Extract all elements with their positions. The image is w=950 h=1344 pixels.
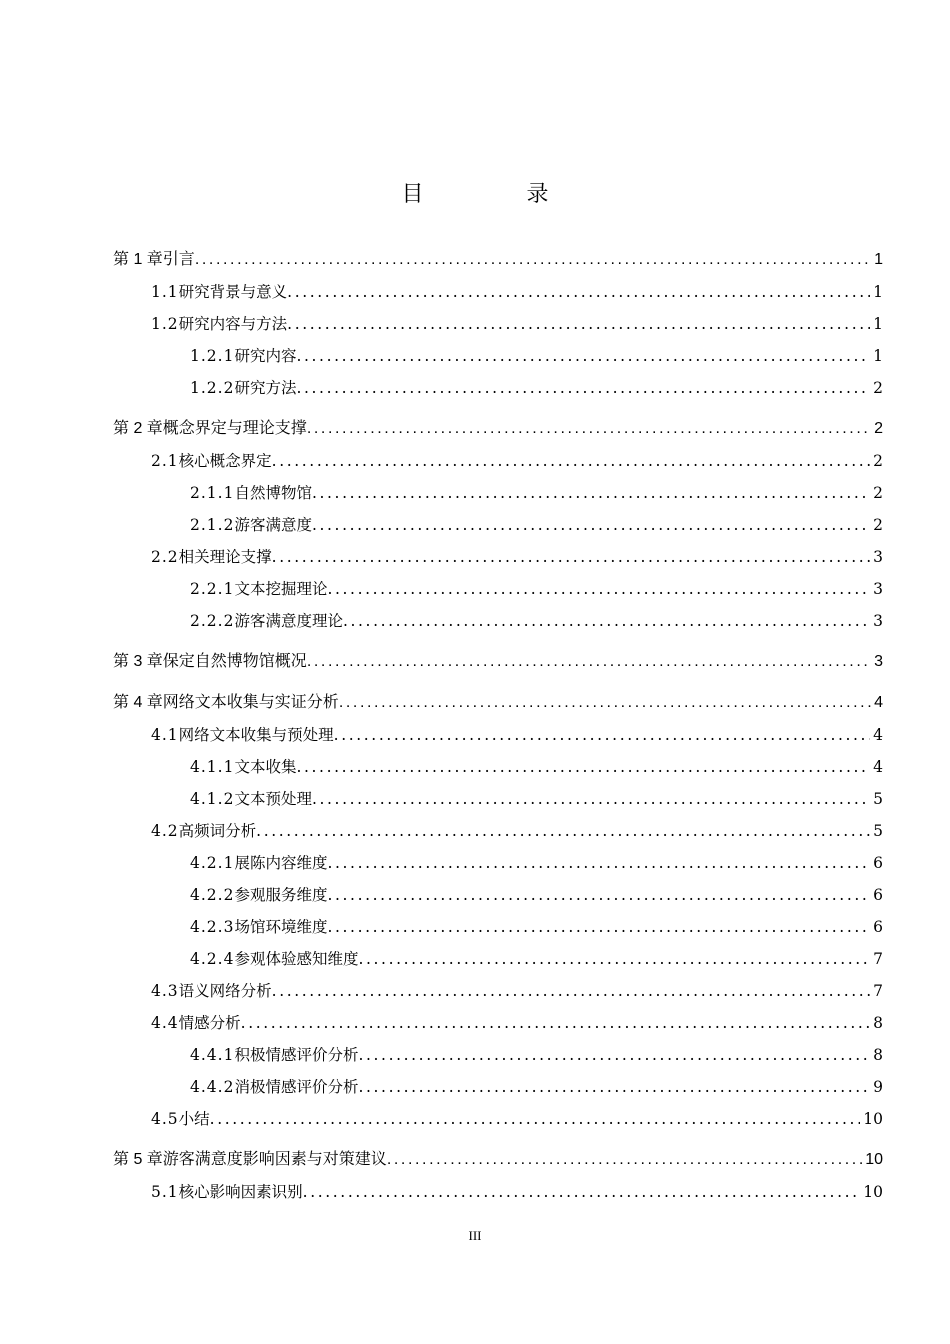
toc-dot-leader: [339, 690, 871, 716]
toc-entry-title: 保定自然博物馆概况: [162, 653, 307, 670]
toc-entry-page-number: 2: [873, 379, 883, 397]
toc-entry-page-number: 1: [874, 251, 883, 268]
toc-section-entry[interactable]: [151, 1010, 883, 1036]
toc-subsection-entry[interactable]: [190, 343, 883, 369]
toc-entry-title: 相关理论支撑: [178, 548, 272, 566]
toc-subsection-entry[interactable]: [190, 576, 883, 602]
toc-entry-title: 高频词分析: [178, 822, 257, 840]
toc-subsection-entry[interactable]: [190, 480, 883, 506]
toc-entry-number: 2.2.2: [190, 612, 235, 630]
toc-section-entry[interactable]: [151, 279, 883, 305]
toc-entry-page-number: 1: [873, 347, 883, 365]
toc-entry-number: 2.1.1: [190, 484, 235, 502]
toc-entry-page-number: 7: [873, 950, 883, 968]
toc-subsection-entry[interactable]: [190, 754, 883, 780]
page-title: 目 录: [401, 182, 597, 207]
toc-entry-page-number: 3: [873, 580, 883, 598]
toc-chapter-entry[interactable]: [113, 247, 883, 273]
toc-dot-leader: [312, 512, 870, 538]
toc-subsection-entry[interactable]: [190, 850, 883, 876]
toc-dot-leader: [358, 946, 870, 972]
toc-entry-number: 第 4 章: [113, 694, 163, 711]
toc-entry-title: 概念界定与理论支撑: [162, 420, 307, 437]
toc-entry-title: 积极情感评价分析: [234, 1046, 359, 1064]
toc-entry-number: 1.2.2: [190, 379, 235, 397]
toc-chapter-entry[interactable]: [113, 690, 883, 716]
toc-entry-title: 研究内容: [234, 347, 297, 365]
toc-dot-leader: [327, 914, 870, 940]
toc-entry-page-number: 2: [873, 516, 883, 534]
toc-subsection-entry[interactable]: [190, 786, 883, 812]
toc-entry-page-number: 1: [873, 315, 883, 333]
toc-entry-page-number: 9: [873, 1078, 883, 1096]
toc-dot-leader: [195, 247, 871, 273]
toc-dot-leader: [307, 416, 871, 442]
toc-entry-page-number: 7: [873, 982, 883, 1000]
toc-dot-leader: [343, 608, 870, 634]
toc-section-entry[interactable]: [151, 448, 883, 474]
toc-entry-page-number: 10: [863, 1183, 883, 1201]
toc-entry-title: 语义网络分析: [178, 982, 272, 1000]
toc-chapter-entry[interactable]: [113, 416, 883, 442]
toc-entry-page-number: 2: [873, 452, 883, 470]
toc-entry-number: 4.4: [151, 1014, 179, 1032]
toc-subsection-entry[interactable]: [190, 375, 883, 401]
toc-subsection-entry[interactable]: [190, 914, 883, 940]
toc-dot-leader: [334, 722, 870, 748]
toc-entry-page-number: 3: [873, 612, 883, 630]
toc-dot-leader: [387, 1147, 862, 1173]
toc-dot-leader: [272, 978, 870, 1004]
toc-subsection-entry[interactable]: [190, 1042, 883, 1068]
toc-entry-title: 网络文本收集与预处理: [178, 726, 334, 744]
toc-entry-number: 4.2.4: [190, 950, 235, 968]
toc-dot-leader: [358, 1074, 870, 1100]
toc-entry-page-number: 5: [873, 790, 883, 808]
toc-dot-leader: [296, 375, 870, 401]
toc-entry-title: 自然博物馆: [234, 484, 312, 502]
toc-subsection-entry[interactable]: [190, 882, 883, 908]
toc-entry-title: 情感分析: [178, 1014, 241, 1032]
toc-entry-title: 核心概念界定: [178, 452, 272, 470]
toc-entry-page-number: 1: [873, 283, 883, 301]
toc-entry-number: 4.1: [151, 726, 179, 744]
toc-dot-leader: [272, 448, 870, 474]
toc-entry-page-number: 3: [874, 653, 883, 670]
toc-subsection-entry[interactable]: [190, 1074, 883, 1100]
page-number: III: [468, 1228, 482, 1243]
toc-entry-number: 1.1: [151, 283, 179, 301]
toc-entry-page-number: 6: [873, 918, 883, 936]
toc-dot-leader: [327, 850, 870, 876]
toc-dot-leader: [296, 754, 870, 780]
toc-entry-title: 网络文本收集与实证分析: [162, 694, 339, 711]
toc-section-entry[interactable]: [151, 1106, 883, 1132]
toc-entry-title: 核心影响因素识别: [178, 1183, 303, 1201]
toc-entry-title: 参观体验感知维度: [234, 950, 359, 968]
toc-entry-title: 文本预处理: [234, 790, 312, 808]
toc-entry-title: 研究背景与意义: [178, 283, 288, 301]
toc-entry-title: 游客满意度影响因素与对策建议: [162, 1151, 387, 1168]
toc-entry-page-number: 6: [873, 854, 883, 872]
toc-dot-leader: [327, 576, 870, 602]
toc-entry-number: 4.1.2: [190, 790, 235, 808]
toc-section-entry[interactable]: [151, 1179, 883, 1205]
toc-dot-leader: [272, 544, 870, 570]
toc-entry-number: 4.5: [151, 1110, 179, 1128]
toc-entry-title: 场馆环境维度: [234, 918, 328, 936]
toc-entry-title: 引言: [162, 251, 195, 268]
toc-entry-number: 4.2.2: [190, 886, 235, 904]
toc-entry-number: 1.2: [151, 315, 179, 333]
toc-entry-number: 2.1.2: [190, 516, 235, 534]
toc-section-entry[interactable]: [151, 818, 883, 844]
toc-entry-number: 第 1 章: [113, 251, 163, 268]
toc-subsection-entry[interactable]: [190, 608, 883, 634]
toc-dot-leader: [287, 279, 870, 305]
toc-dot-leader: [327, 882, 870, 908]
toc-dot-leader: [287, 311, 870, 337]
toc-entry-number: 5.1: [151, 1183, 179, 1201]
toc-entry-number: 2.2: [151, 548, 179, 566]
toc-entry-title: 小结: [178, 1110, 210, 1128]
toc-subsection-entry[interactable]: [190, 946, 883, 972]
toc-dot-leader: [210, 1106, 861, 1132]
toc-section-entry[interactable]: [151, 978, 883, 1004]
toc-subsection-entry[interactable]: [190, 512, 883, 538]
toc-entry-number: 4.4.2: [190, 1078, 235, 1096]
toc-dot-leader: [307, 649, 871, 675]
toc-entry-page-number: 4: [873, 726, 883, 744]
toc-dot-leader: [312, 480, 870, 506]
toc-entry-number: 4.3: [151, 982, 179, 1000]
toc-dot-leader: [358, 1042, 870, 1068]
toc-entry-page-number: 2: [873, 484, 883, 502]
toc-entry-number: 2.2.1: [190, 580, 235, 598]
toc-dot-leader: [303, 1179, 861, 1205]
toc-dot-leader: [256, 818, 870, 844]
toc-entry-page-number: 10: [865, 1151, 883, 1168]
toc-entry-title: 参观服务维度: [234, 886, 328, 904]
toc-entry-number: 4.1.1: [190, 758, 235, 776]
toc-entry-number: 4.2.3: [190, 918, 235, 936]
toc-entry-page-number: 8: [873, 1014, 883, 1032]
toc-entry-page-number: 6: [873, 886, 883, 904]
toc-section-entry[interactable]: [151, 722, 883, 748]
toc-entry-page-number: 3: [873, 548, 883, 566]
toc-dot-leader: [241, 1010, 870, 1036]
toc-entry-title: 研究内容与方法: [178, 315, 288, 333]
toc-entry-title: 文本收集: [234, 758, 297, 776]
toc-entry-page-number: 4: [874, 694, 883, 711]
toc-entry-number: 1.2.1: [190, 347, 235, 365]
toc-entry-number: 第 3 章: [113, 653, 163, 670]
toc-entry-number: 4.4.1: [190, 1046, 235, 1064]
toc-chapter-entry[interactable]: [113, 649, 883, 675]
toc-chapter-entry[interactable]: [113, 1147, 883, 1173]
toc-entry-title: 展陈内容维度: [234, 854, 328, 872]
toc-entry-number: 第 2 章: [113, 420, 163, 437]
toc-entry-title: 消极情感评价分析: [234, 1078, 359, 1096]
toc-section-entry[interactable]: [151, 311, 883, 337]
toc-entry-number: 4.2.1: [190, 854, 235, 872]
toc-entry-page-number: 5: [873, 822, 883, 840]
toc-entry-page-number: 4: [873, 758, 883, 776]
toc-entry-number: 4.2: [151, 822, 179, 840]
toc-entry-number: 2.1: [151, 452, 179, 470]
toc-entry-title: 游客满意度: [234, 516, 312, 534]
toc-section-entry[interactable]: [151, 544, 883, 570]
toc-entry-title: 游客满意度理论: [234, 612, 343, 630]
toc-entry-page-number: 10: [863, 1110, 883, 1128]
toc-entry-title: 文本挖掘理论: [234, 580, 328, 598]
toc-entry-number: 第 5 章: [113, 1151, 163, 1168]
toc-dot-leader: [312, 786, 870, 812]
toc-entry-page-number: 8: [873, 1046, 883, 1064]
toc-entry-title: 研究方法: [234, 379, 297, 397]
toc-dot-leader: [296, 343, 870, 369]
toc-entry-page-number: 2: [874, 420, 883, 437]
